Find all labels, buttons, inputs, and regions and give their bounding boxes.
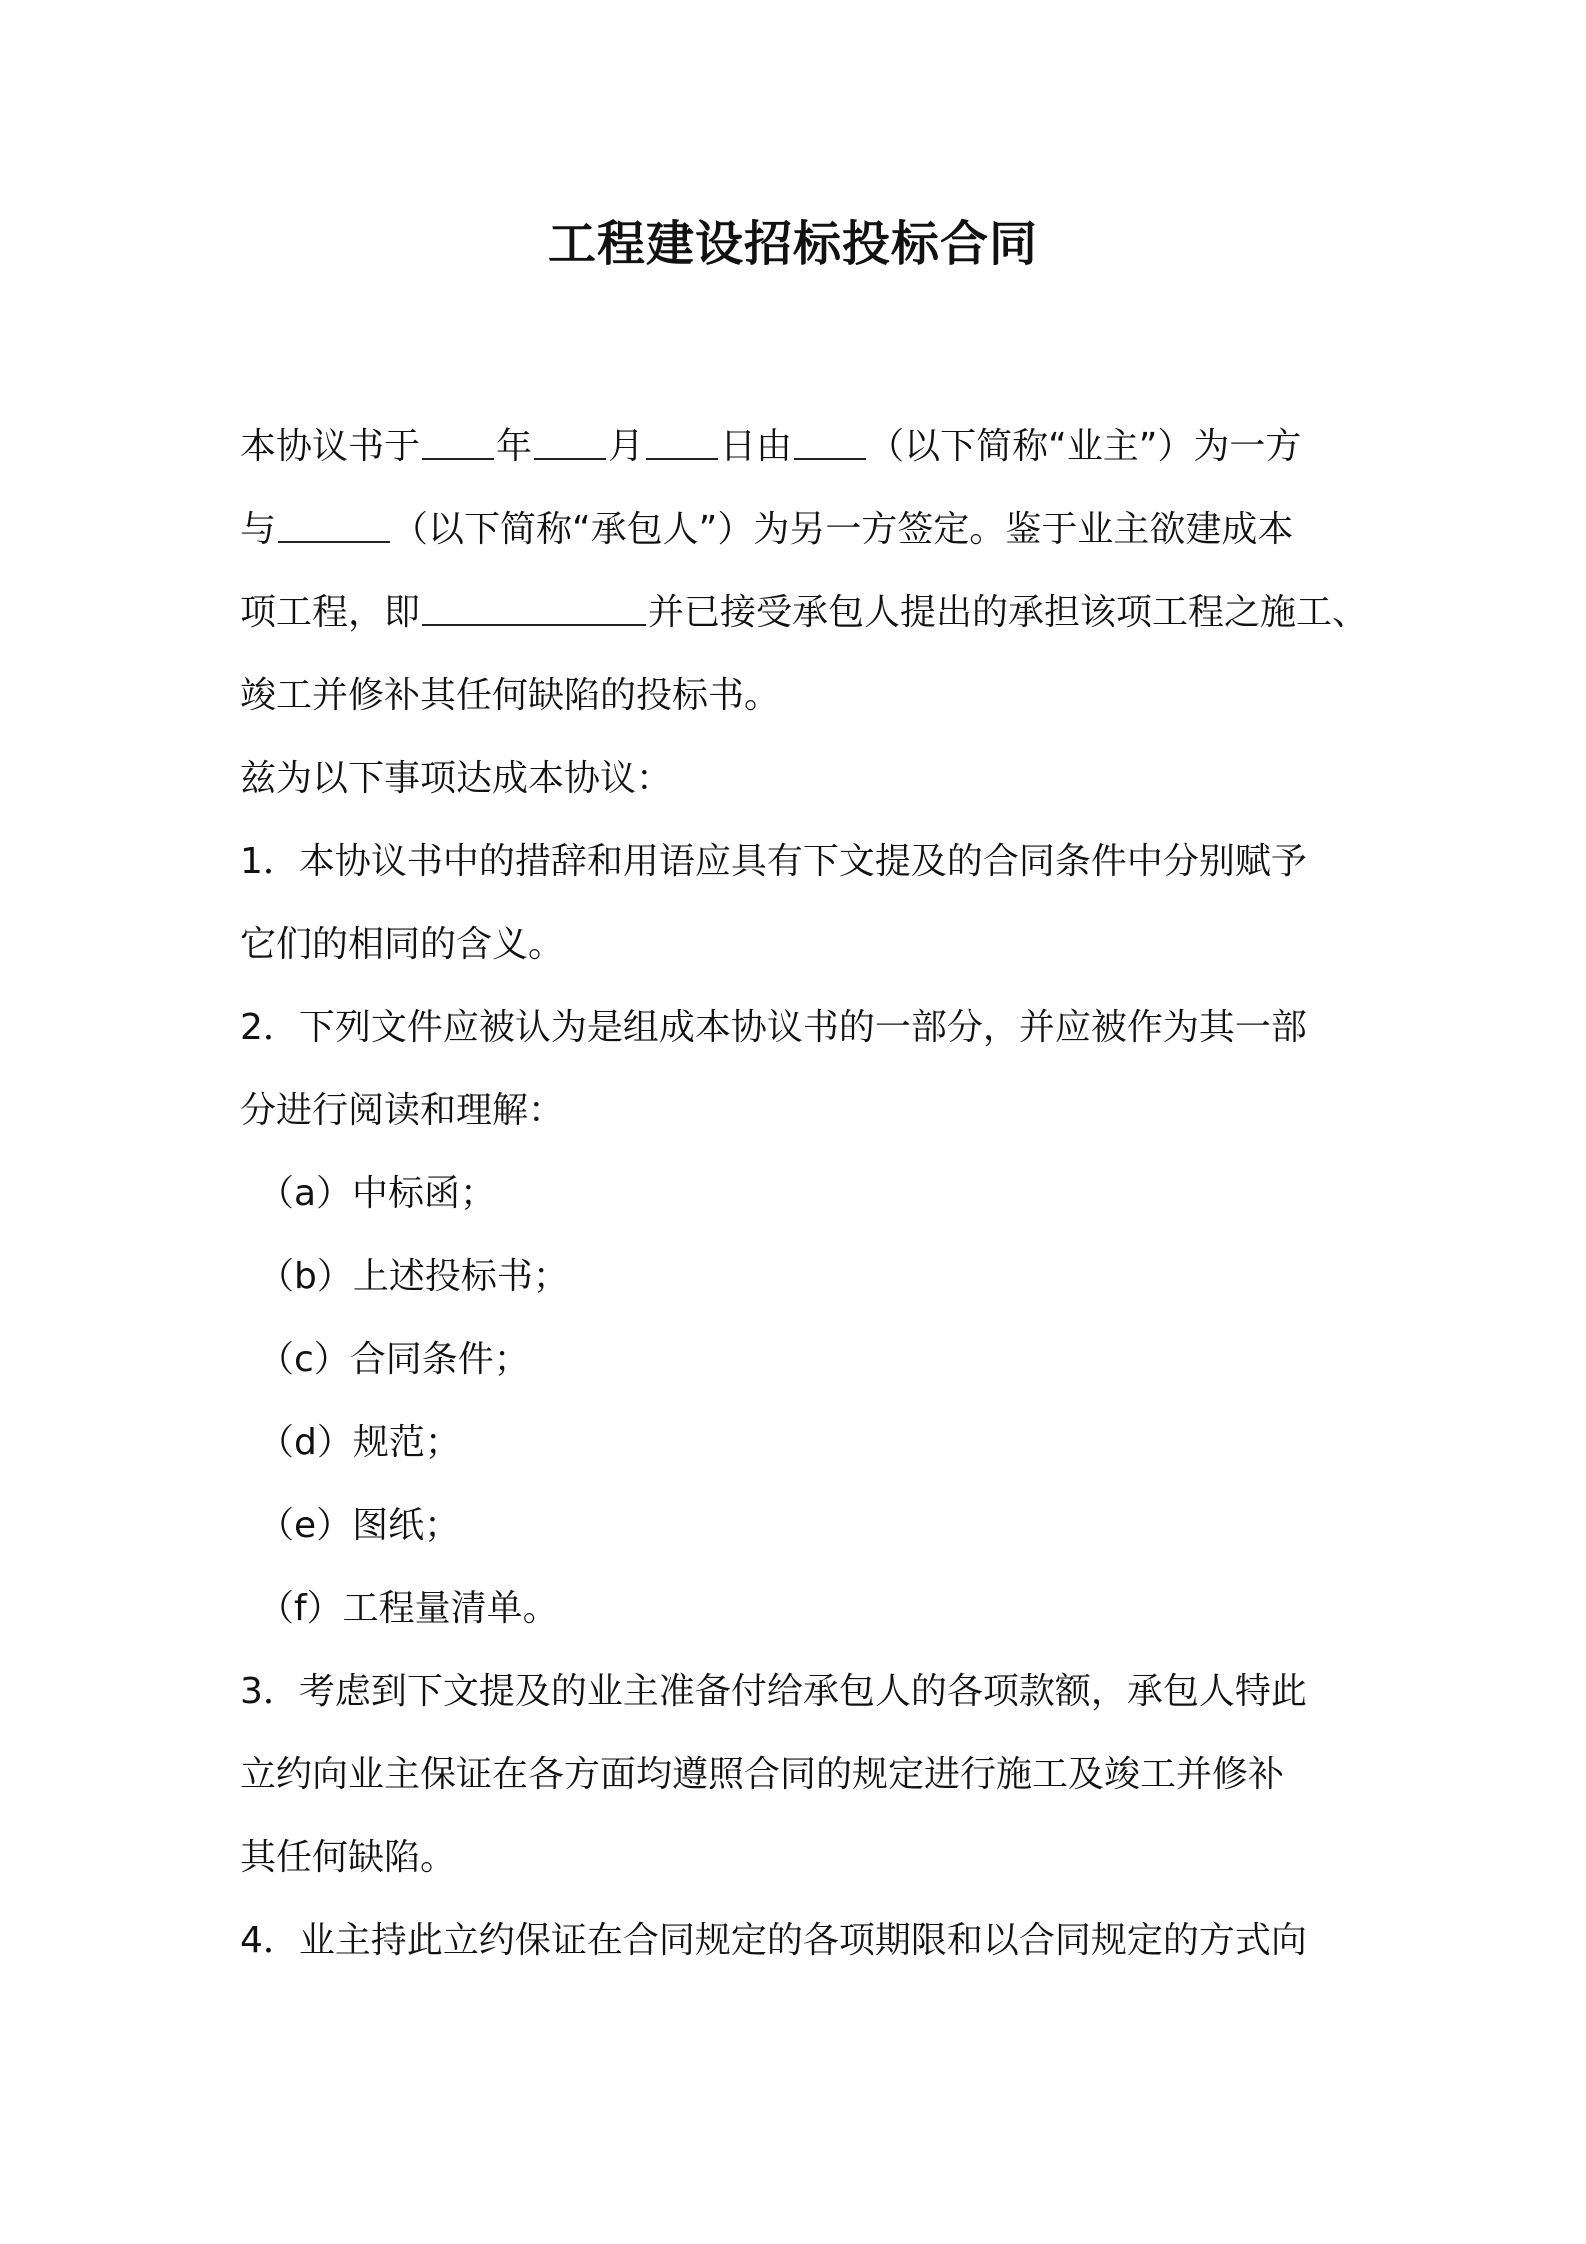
paragraph-1-line-2 — [240, 488, 1380, 571]
text-segment: （以下简称“承包人”）为另一方签定。鉴于业主欲建成本 — [392, 509, 1294, 550]
clause-1-line-1: 1．本协议书中的措辞和用语应具有下文提及的合同条件中分别赋予 — [240, 841, 1307, 882]
document-title: 工程建设招标投标合同 — [547, 216, 1038, 272]
text-segment: （以下简称“业主”）为一方 — [868, 426, 1302, 467]
text-segment: 并已接受承包人提出的承担该项工程之施工、 — [648, 592, 1369, 633]
paragraph-1-line-1 — [240, 405, 1380, 488]
list-item-c: （c）合同条件； — [258, 1339, 530, 1380]
fill-in-blank-month — [534, 422, 606, 460]
fill-in-blank-project — [422, 588, 646, 626]
clause-2-line-1: 2．下列文件应被认为是组成本协议书的一部分，并应被作为其一部 — [240, 1007, 1307, 1048]
fill-in-blank-owner — [794, 422, 866, 460]
text-segment: 项工程，即 — [240, 592, 421, 633]
text-segment: 年 — [496, 426, 533, 467]
document-body — [240, 405, 1380, 1982]
text-segment: 月 — [608, 426, 645, 467]
text-segment: 与 — [240, 509, 277, 550]
list-item-e: （e）图纸； — [258, 1505, 461, 1546]
clause-2-line-2: 分进行阅读和理解： — [240, 1090, 565, 1131]
text-segment: 本协议书于 — [240, 426, 421, 467]
fill-in-blank-day — [646, 422, 718, 460]
clause-3-line-3: 其任何缺陷。 — [240, 1837, 457, 1878]
list-item-a: （a）中标函； — [258, 1173, 497, 1214]
list-item-f: （f）工程量清单。 — [258, 1588, 559, 1629]
clause-3-line-1: 3．考虑到下文提及的业主准备付给承包人的各项款额，承包人特此 — [240, 1671, 1307, 1712]
fill-in-blank-contractor — [278, 505, 390, 543]
paragraph-1-line-3 — [240, 571, 1380, 654]
paragraph-1-line-4: 竣工并修补其任何缺陷的投标书。 — [240, 675, 781, 716]
clause-4-line-1: 4．业主持此立约保证在合同规定的各项期限和以合同规定的方式向 — [240, 1920, 1307, 1961]
text-segment: 日由 — [720, 426, 793, 467]
list-item-b: （b）上述投标书； — [258, 1256, 569, 1297]
clause-3-line-2: 立约向业主保证在各方面均遵照合同的规定进行施工及竣工并修补 — [240, 1754, 1285, 1795]
fill-in-blank-year — [422, 422, 494, 460]
clause-1-line-2: 它们的相同的含义。 — [240, 924, 565, 965]
paragraph-2: 兹为以下事项达成本协议： — [240, 758, 673, 799]
list-item-d: （d）规范； — [258, 1422, 461, 1463]
